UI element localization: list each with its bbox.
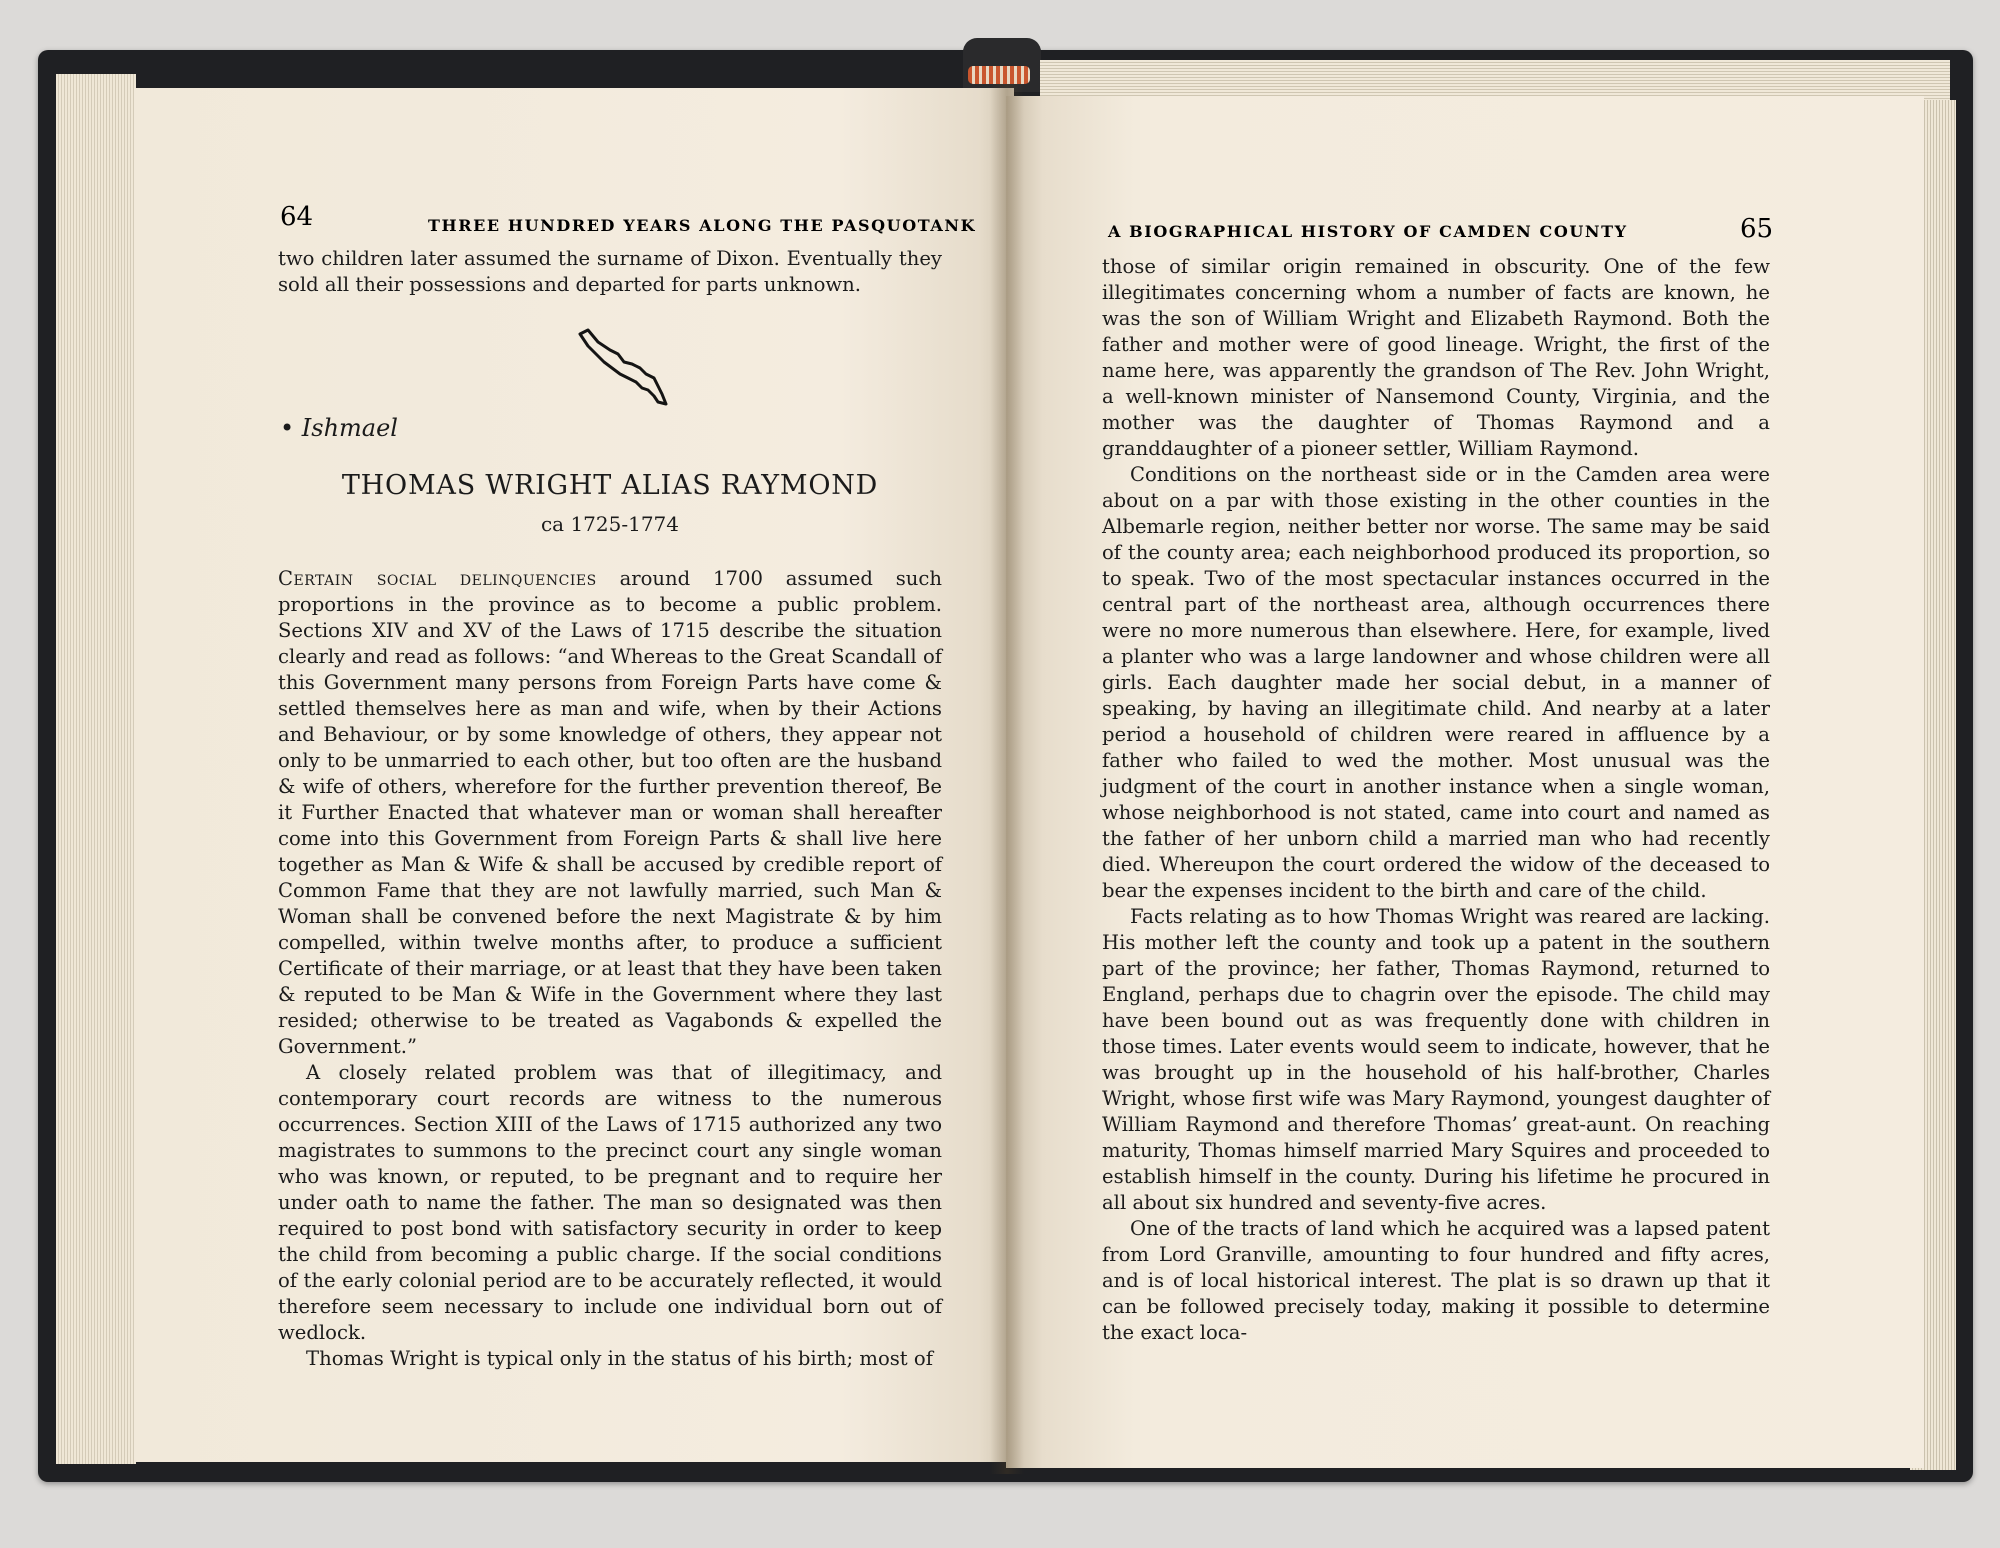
paragraph-illegitimacy: A closely related problem was that of illegitimacy, and contemporary court records are witness to the numerous occurrences. Section XIII of the Laws of 1715 authorized any two magistrates to summons to the precinct court any single woman who was known, or reputed, to be pregnant and to require her under oath to name the father. The man so designated was then required to post bond with satisfactory security in order to keep the child from becoming a public charge. If the social conditions of the early colonial period are to be accurately reflected, it would therefore seem necessary to include one individual born out of wedlock. (278, 1061, 942, 1344)
right-running-head: A BIOGRAPHICAL HISTORY OF CAMDEN COUNTY (1108, 222, 1628, 241)
paragraph-conditions: Conditions on the northeast side or in the Camden area were about on a par with those existing in the other counties in the Albemarle region, neither better nor worse. The same may be said of the county area; each neighborhood produced its proportion, so to speak. Two of the most spectacular instances occurred in the central part of the northeast area, although occurrences there were no more numerous than elsewhere. Here, for example, lived a planter who was a large landowner and whose children were all girls. Each daughter made her social debut, in a manner of speaking, by having an illegitimate child. And nearby at a later period a household of children were reared in affluence by a father who failed to wed the mother. Most unusual was the judgment of the court in another instance when a single woman, whose neighborhood is not stated, came into court and named as the father of her unborn child a married man who had recently died. Whereupon the court ordered the widow of the deceased to bear the expenses incident to the birth and care of the child. (1102, 463, 1770, 902)
paragraph-laws-text: around 1700 assumed such proportions in the province as to become a public problem. Sections XIV and XV of the Laws of 1715 describe the situation clearly and read as follows: “and Whereas to the Great Scandall of this Government many persons from Foreign Parts have come & settled themselves here as man and wife, when by their Actions and Behaviour, or by some knowledge of others, they appear not only to be unmarried to each other, but too often are the husband & wife of others, wherefore for the further prevention thereof, Be it Further Enacted that whatever man or woman shall hereafter come into this Government from Foreign Parts & shall live here together as Man & Wife & shall be accused by credible report of Common Fame that they are not lawfully married, such Man & Woman shall be convened before the next Magistrate & by him compelled, within twelve months after, to produce a sufficient Certificate of their marriage, or at least that they have been taken & reputed to be Man & Wife in the Government where they last resided; otherwise to be treated as Vagabonds & expelled the Government.” (278, 567, 942, 1058)
page-edges-left (56, 74, 136, 1464)
chapter-title: THOMAS WRIGHT ALIAS RAYMOND (341, 470, 879, 501)
paragraph-thomas-wright: Thomas Wright is typical only in the status of his birth; most of (306, 1347, 933, 1370)
section-label: • Ishmael (280, 414, 398, 442)
chapter-dates: ca 1725-1774 (540, 512, 680, 536)
paragraph-laws (278, 566, 942, 1060)
paragraph-land-tract: One of the tracts of land which he acquired was a lapsed patent from Lord Granville, amounting to four hundred and fifty acres, and is of local historical interest. The plat is so drawn up that it can be followed precisely today, making it possible to determine the exact loca- (1102, 1217, 1770, 1344)
lead-in-small-caps: Certain social delinquencies (278, 567, 597, 590)
paragraph-upbringing: Facts relating as to how Thomas Wright was reared are lacking. His mother left the county and took up a patent in the southern part of the province; her father, Thomas Raymond, returned to England, perhaps due to chagrin over the episode. The child may have been bound out as was frequently done with children in those times. Later events would seem to indicate, however, that he was brought up in the household of his half-brother, Charles Wright, whose first wife was Mary Raymond, youngest daughter of William Raymond and therefore Thomas’ great-aunt. On reaching maturity, Thomas himself married Mary Squires and proceeded to establish himself in the county. During his lifetime he procured in all about six hundred and seventy-five acres. (1102, 905, 1770, 1214)
right-page-number: 65 (1740, 214, 1774, 244)
county-outline-icon (574, 328, 674, 406)
left-opening-text (278, 246, 942, 298)
right-body-text (1102, 254, 1770, 1346)
opening-paragraph: two children later assumed the surname of Dixon. Eventually they sold all their possessions and departed for parts unknown. (278, 247, 942, 296)
left-running-head: THREE HUNDRED YEARS ALONG THE PASQUOTANK (428, 216, 977, 235)
left-page-number: 64 (280, 202, 314, 232)
left-page (134, 88, 1014, 1462)
headband (968, 66, 1030, 84)
left-body-text (278, 566, 942, 1372)
right-page (1006, 96, 1924, 1468)
book-gutter (990, 84, 1024, 1474)
paragraph-origin: those of similar origin remained in obscurity. One of the few illegitimates concerning whom a number of facts are known, he was the son of William Wright and Elizabeth Raymond. Both the father and mother were of good lineage. Wright, the first of the name here, was apparently the grandson of The Rev. John Wright, a well-known minister of Nansemond County, Virginia, and the mother was the daughter of Thomas Raymond and a granddaughter of a pioneer settler, William Raymond. (1102, 255, 1770, 460)
